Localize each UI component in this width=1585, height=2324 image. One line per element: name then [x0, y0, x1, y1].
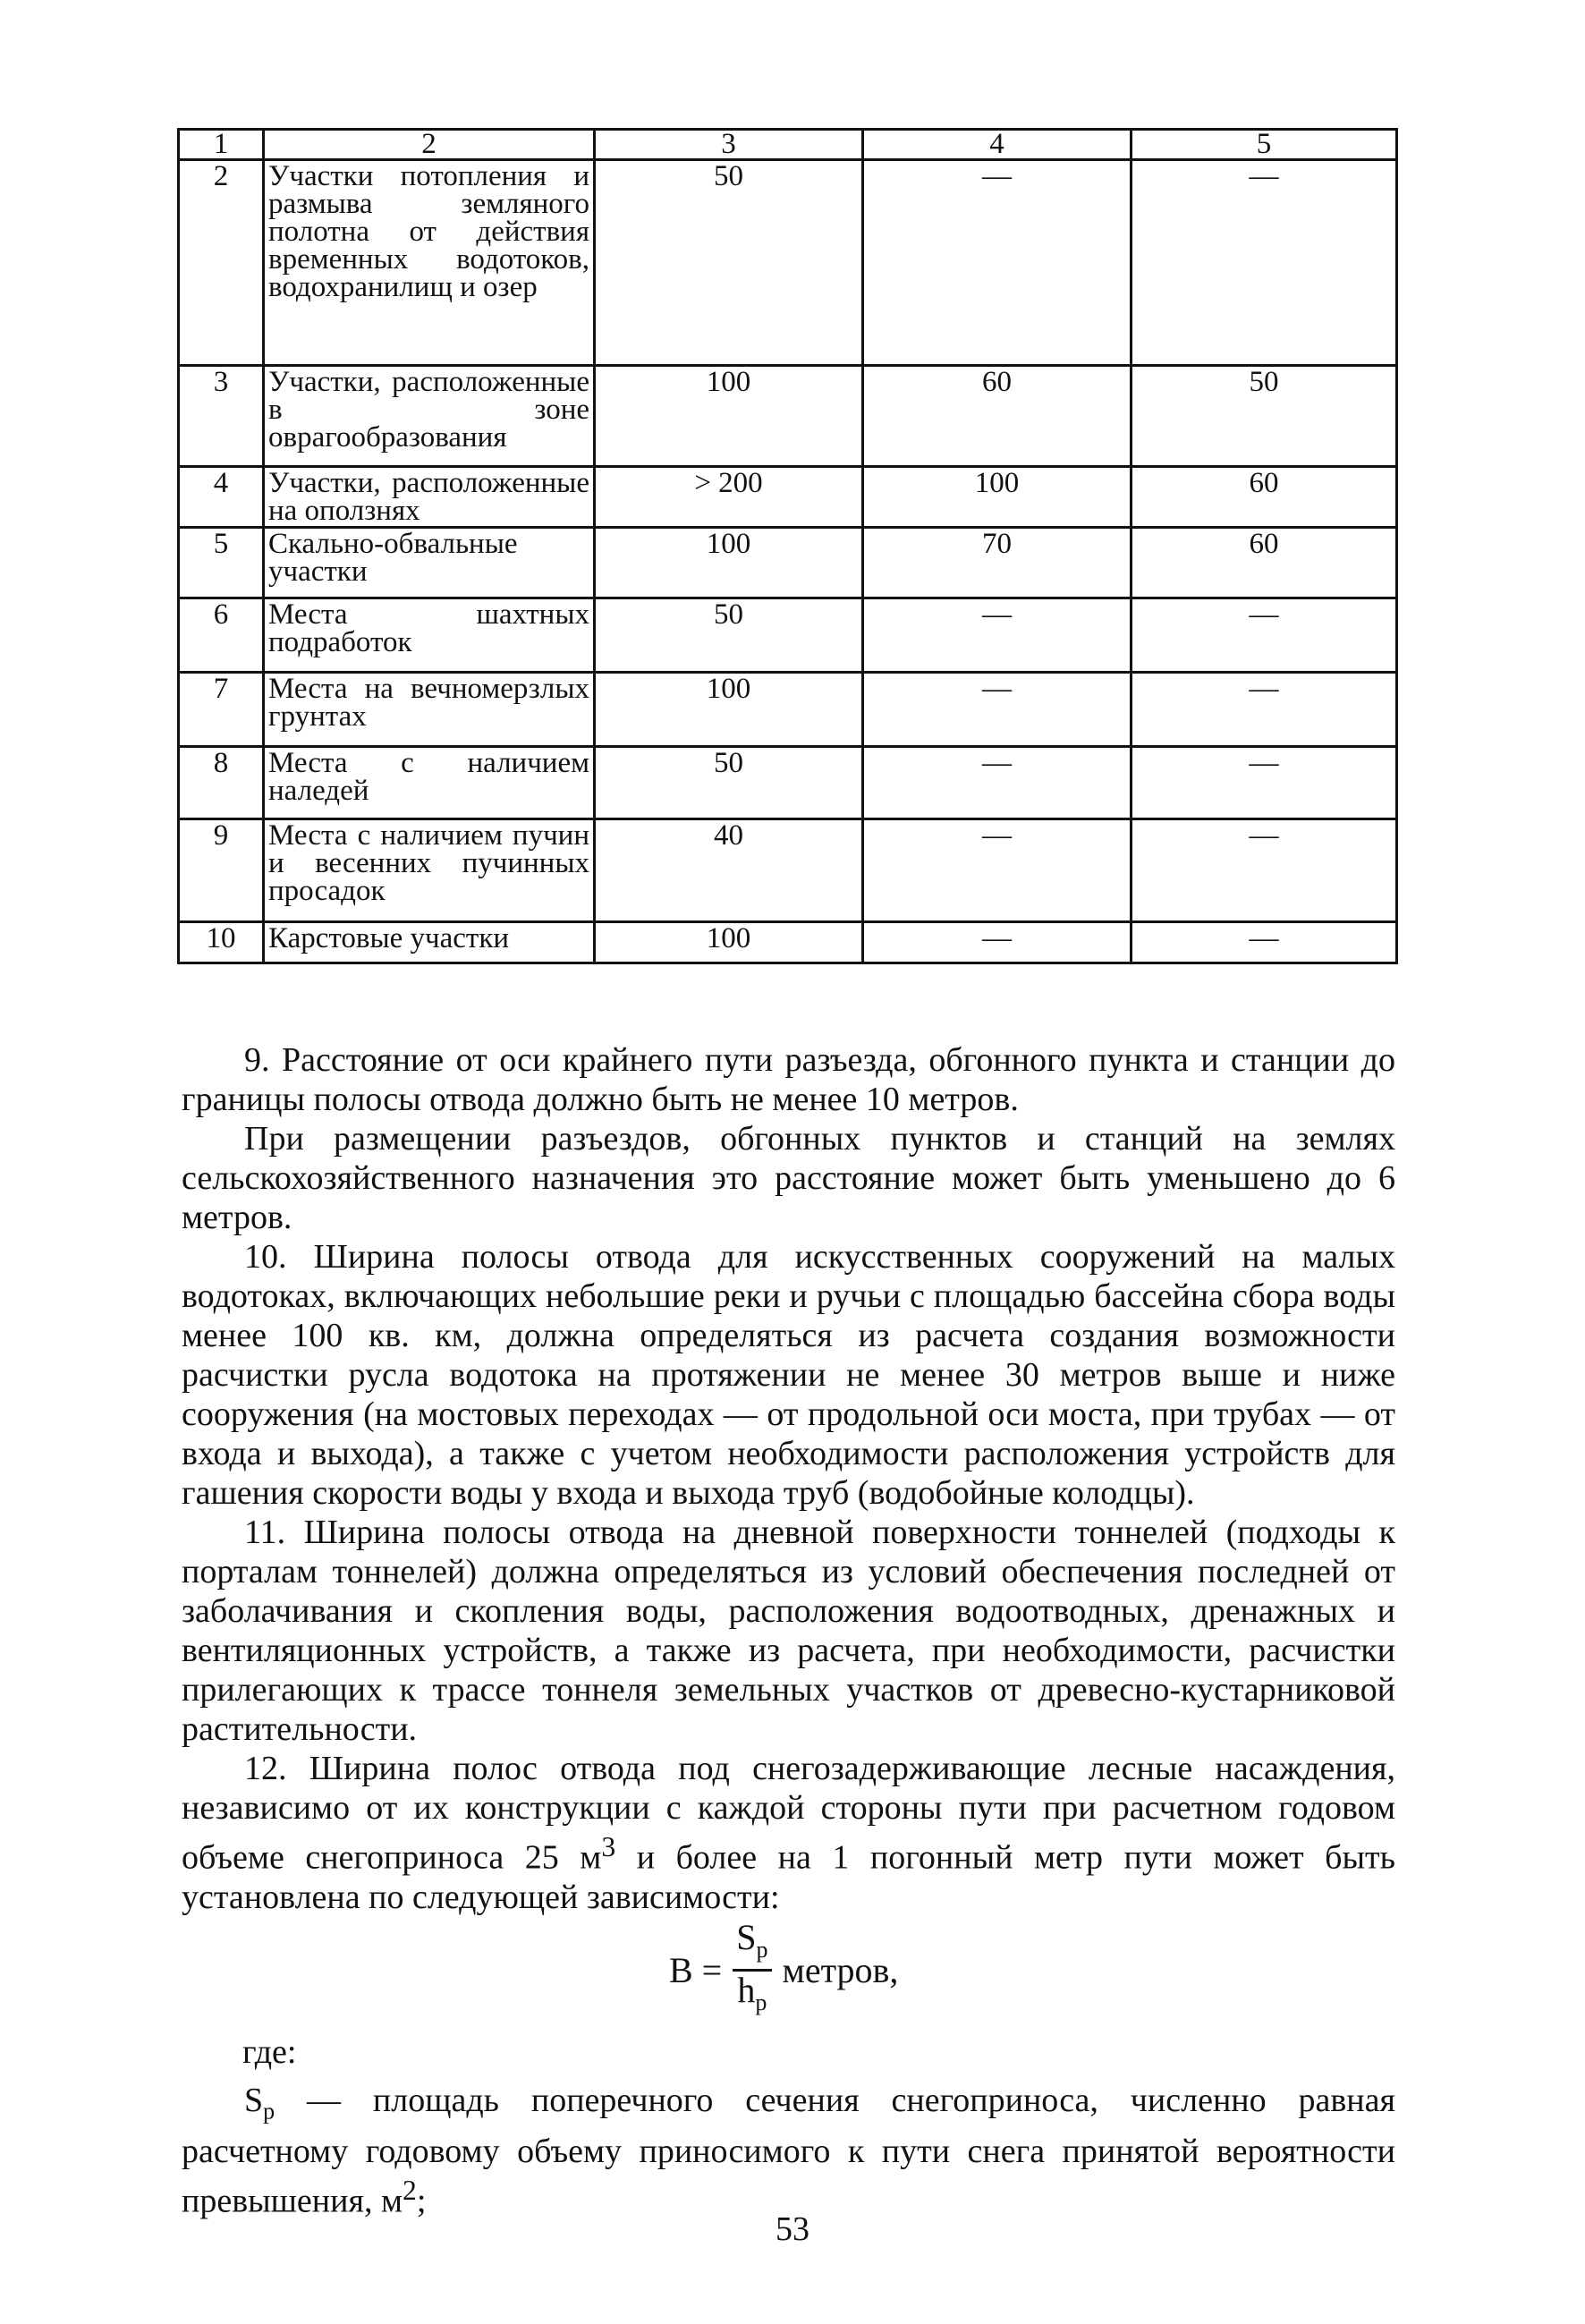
table-cell: Места шахтных подработок: [264, 598, 595, 673]
table-cell: Карстовые участки: [264, 922, 595, 963]
table-cell: —: [1132, 160, 1397, 366]
formula-unit: метров,: [782, 1949, 899, 1990]
table-cell: —: [863, 819, 1132, 922]
table-row: [179, 467, 1397, 528]
denominator-symbol: h: [737, 1969, 756, 2010]
definition-end: ;: [416, 2182, 427, 2220]
header-cell: 2: [264, 130, 595, 160]
table-cell: Места с наличием наледей: [264, 747, 595, 819]
definition-text: [182, 2081, 1395, 2220]
table-cell: —: [863, 673, 1132, 747]
table-header-row: [179, 130, 1397, 160]
table-row: [179, 747, 1397, 819]
table-cell: 100: [595, 673, 863, 747]
table-cell: 100: [863, 467, 1132, 528]
table-cell: Места с наличием пучин и весенних пучинных просадок: [264, 819, 595, 922]
formula-lhs: B =: [669, 1949, 723, 1990]
table-row: [179, 598, 1397, 673]
table-cell: 8: [179, 747, 264, 819]
table-cell: —: [1132, 819, 1397, 922]
definition-body: — площадь поперечного сечения снегоприноса, численно равная расчетному годовому объему приносимого к пути снега принятой вероятности превышения, м: [182, 2082, 1395, 2220]
definition-symbol-subscript: p: [263, 2098, 275, 2125]
formula: [669, 1912, 898, 2028]
page-number: 53: [776, 2210, 809, 2248]
table-cell: 50: [1132, 366, 1397, 467]
formula-numerator: [733, 1916, 771, 1972]
paragraph-11: 11. Ширина полосы отвода на дневной поверхности тоннелей (подходы к порталам тоннелей) должна определяться из условий обеспечения последней от заболачивания и скопления воды, расположения водоотводных, дренажных и вентиляционных устройств, а также из расчета, при необходимости, расчистки прилегающих к трассе тоннеля земельных участков от древесно-кустарниковой растительности.: [182, 1514, 1395, 1748]
paragraph-9-note: При размещении разъездов, обгонных пунктов и станций на землях сельскохозяйственного назначения это расстояние может быть уменьшено до 6 метров.: [182, 1120, 1395, 1236]
table-cell: —: [863, 598, 1132, 673]
definition-superscript: 2: [403, 2174, 417, 2206]
table-cell: > 200: [595, 467, 863, 528]
formula-fraction: [733, 1916, 771, 2022]
table-cell: 3: [179, 366, 264, 467]
paragraph-12: [182, 1749, 1395, 1917]
table-cell: 10: [179, 922, 264, 963]
table-row: [179, 528, 1397, 598]
table-cell: Участки, расположенные в зоне оврагообразования: [264, 366, 595, 467]
formula-denominator: [733, 1969, 770, 2022]
table-cell: 4: [179, 467, 264, 528]
table-cell: 100: [595, 366, 863, 467]
table-cell: 50: [595, 598, 863, 673]
table-cell: —: [1132, 598, 1397, 673]
header-cell: 4: [863, 130, 1132, 160]
numerator-symbol: S: [736, 1916, 757, 1957]
table-cell: 50: [595, 747, 863, 819]
definition: [182, 2081, 1395, 2220]
paragraph-10: 10. Ширина полосы отвода для искусственных сооружений на малых водотоках, включающих небольшие реки и ручьи с площадью бассейна сбора воды менее 100 кв. км, должна определяться из расчета создания возможности расчистки русла водотока на протяжении не менее 30 метров выше и ниже сооружения (на мостовых переходах — от продольной оси моста, при трубах — от входа и выхода), а также с учетом необходимости расположения устройств для гашения скорости воды у входа и выхода труб (водобойные колодцы).: [182, 1238, 1395, 1512]
where-label: где:: [242, 2033, 297, 2071]
table-cell: 7: [179, 673, 264, 747]
paragraph-12-superscript: 3: [601, 1831, 616, 1862]
table-cell: 100: [595, 922, 863, 963]
table-row: [179, 366, 1397, 467]
numerator-subscript: p: [756, 1936, 768, 1963]
denominator-subscript: p: [755, 1989, 767, 2015]
table-cell: —: [863, 160, 1132, 366]
table-cell: 40: [595, 819, 863, 922]
table-row: [179, 819, 1397, 922]
table-cell: —: [1132, 673, 1397, 747]
table-cell: —: [863, 922, 1132, 963]
table-cell: 100: [595, 528, 863, 598]
table-cell: 9: [179, 819, 264, 922]
definition-symbol: S: [244, 2082, 264, 2119]
paragraph-12-text: 12. Ширина полос отвода под снегозадерживающие лесные насаждения, независимо от их конструкции с каждой стороны пути при расчетном годовом объеме снегоприноса 25 м: [182, 1750, 1395, 1877]
table-cell: 70: [863, 528, 1132, 598]
table-cell: 60: [1132, 467, 1397, 528]
table-cell: 50: [595, 160, 863, 366]
table-cell: Места на вечномерзлых грунтах: [264, 673, 595, 747]
table-cell: 60: [863, 366, 1132, 467]
table-cell: Участки потопления и размыва земляного полотна от действия временных водотоков, водохранилищ и озер: [264, 160, 595, 366]
table-row: [179, 160, 1397, 366]
norms-table: [177, 128, 1398, 964]
table-row: [179, 922, 1397, 963]
table-cell: 5: [179, 528, 264, 598]
table-cell: Участки, расположенные на оползнях: [264, 467, 595, 528]
header-cell: 1: [179, 130, 264, 160]
paragraph-9: 9. Расстояние от оси крайнего пути разъезда, обгонного пункта и станции до границы полосы отвода должно быть не менее 10 метров.: [182, 1041, 1395, 1118]
header-cell: 3: [595, 130, 863, 160]
table-cell: —: [1132, 747, 1397, 819]
header-cell: 5: [1132, 130, 1397, 160]
table-cell: 60: [1132, 528, 1397, 598]
table-cell: —: [863, 747, 1132, 819]
body-text: [182, 1040, 1395, 1917]
table-cell: 6: [179, 598, 264, 673]
table-row: [179, 673, 1397, 747]
table-cell: 2: [179, 160, 264, 366]
table-cell: Скально-обвальные участки: [264, 528, 595, 598]
table-cell: —: [1132, 922, 1397, 963]
paragraph-12-text-end: и более на 1 погонный метр пути может быть установлена по следующей зависимости:: [182, 1838, 1395, 1916]
